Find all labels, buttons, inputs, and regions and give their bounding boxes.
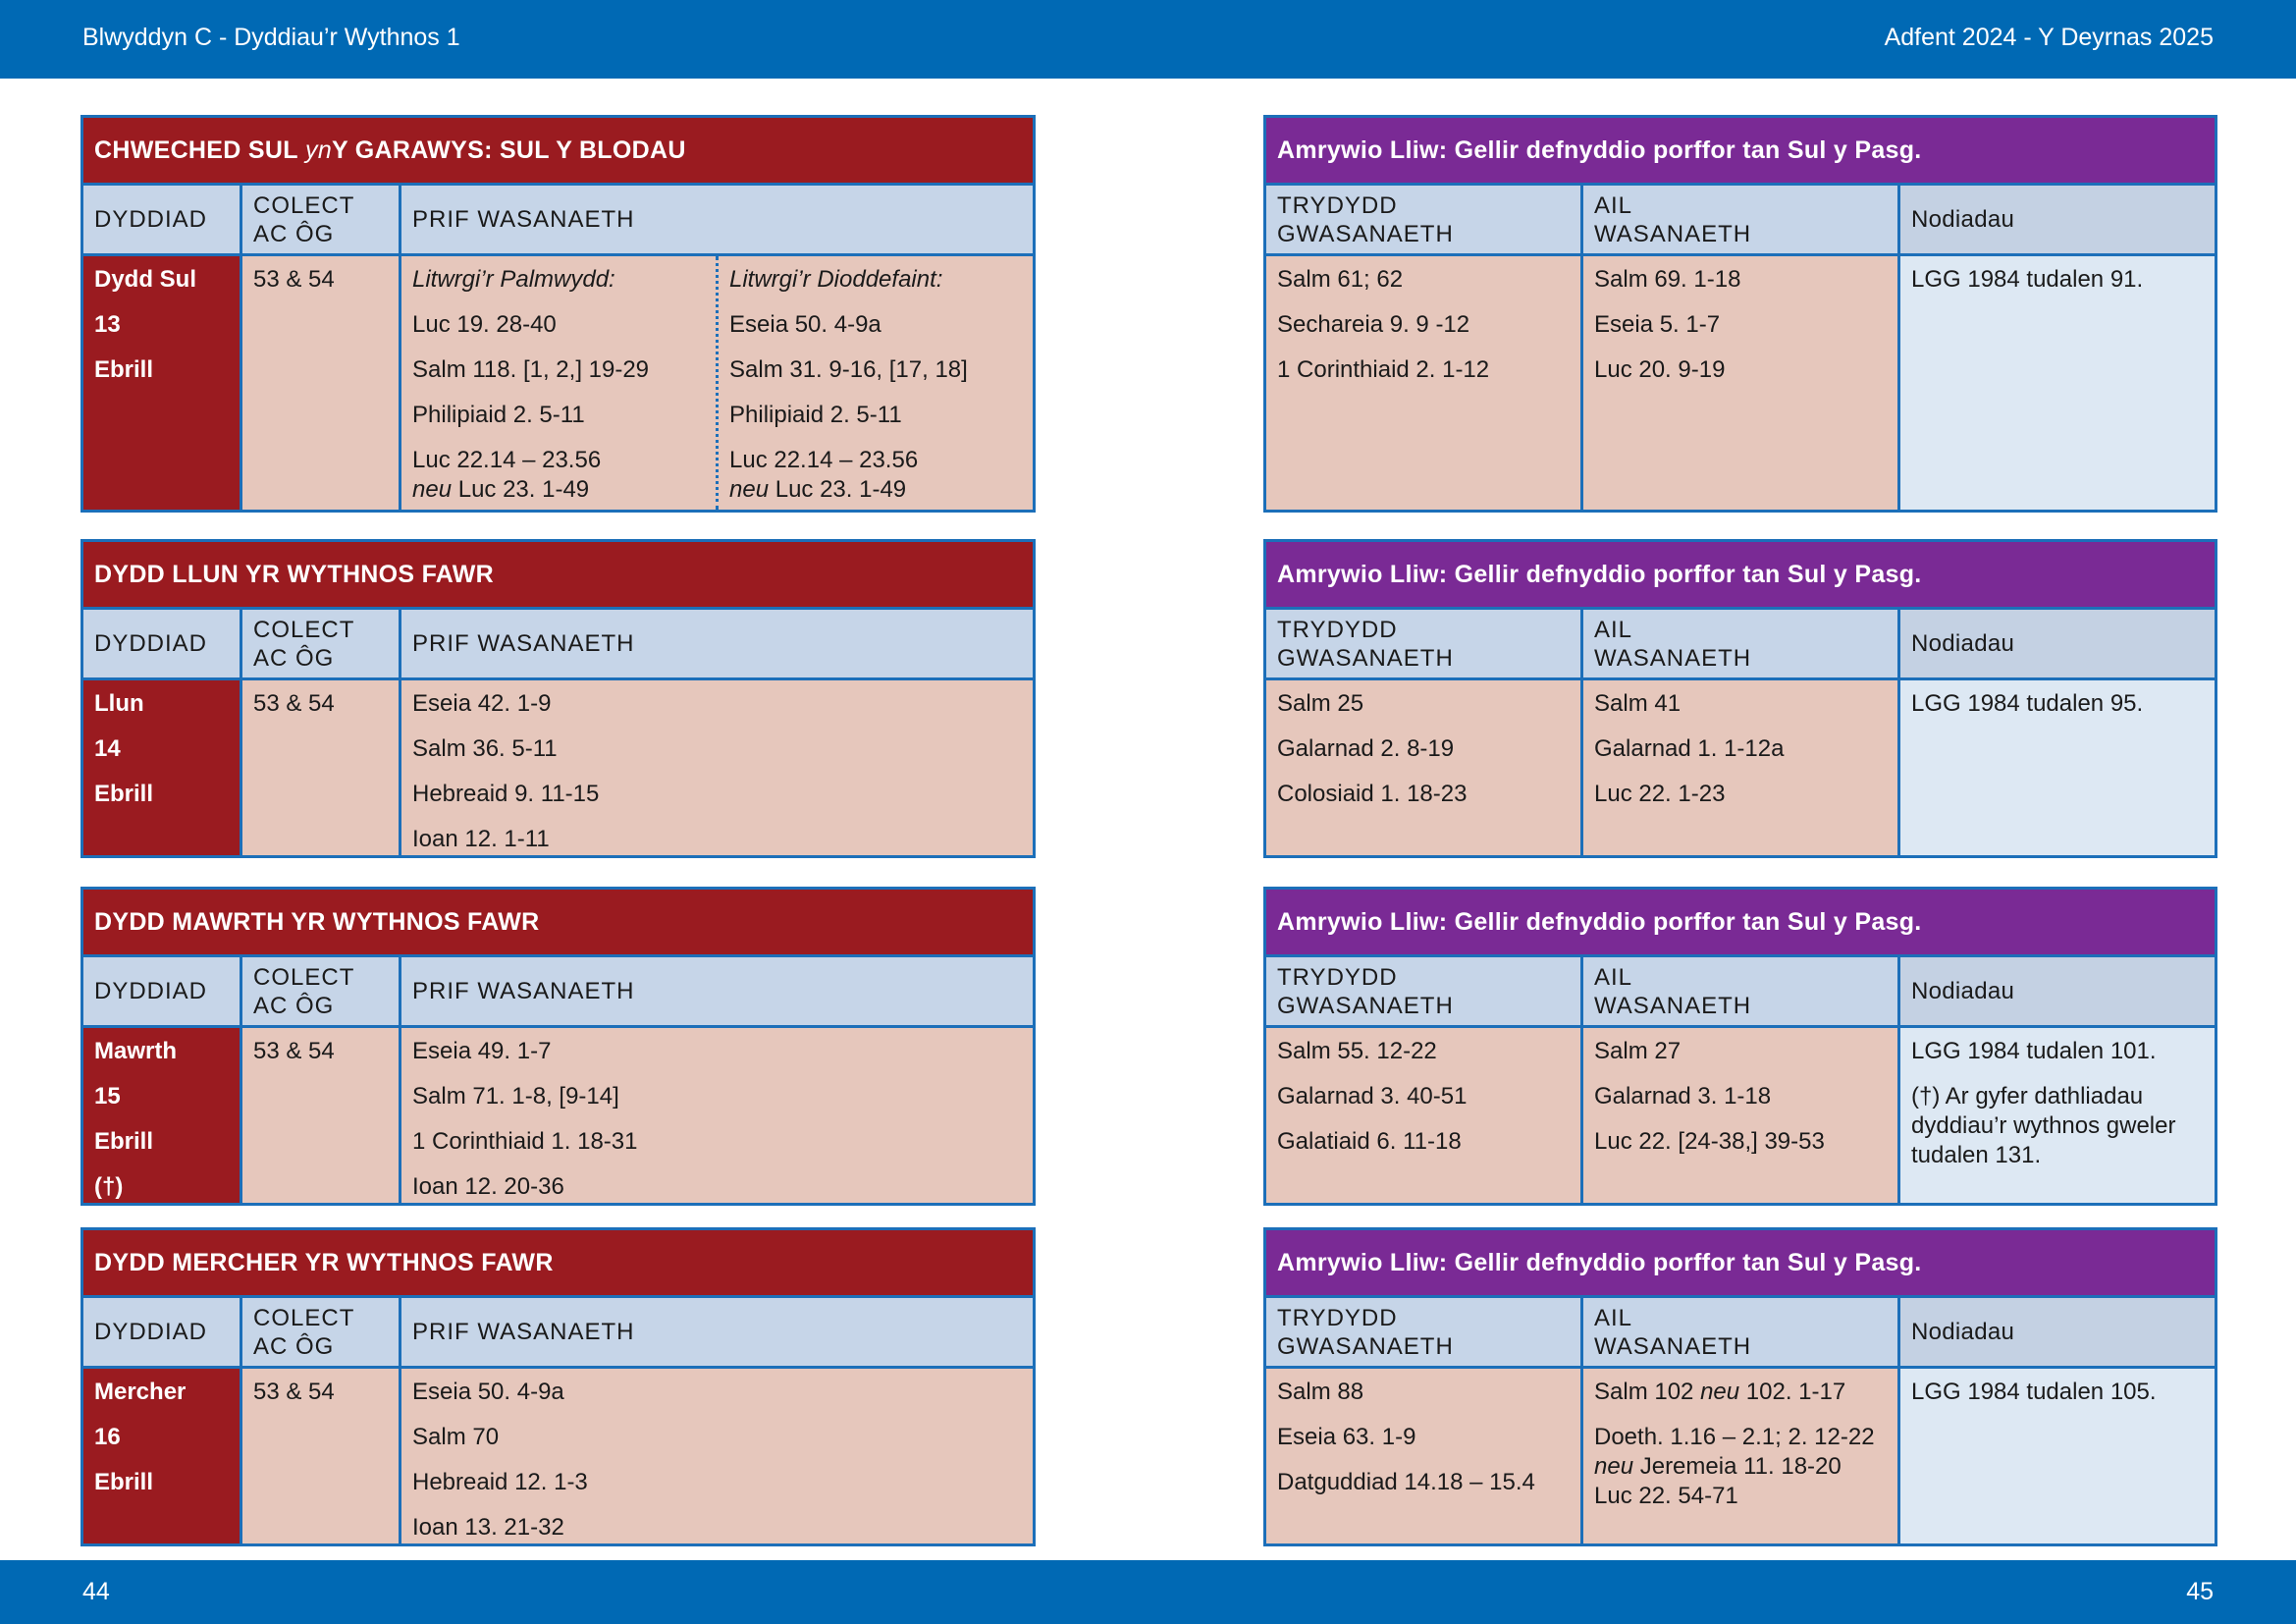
col-colect (242, 1298, 401, 1366)
header-left-title: Blwyddyn C - Dyddiau’r Wythnos 1 (82, 24, 460, 51)
body-row (83, 256, 1033, 510)
colour-note: Amrywio Lliw: Gellir defnyddio porffor tan Sul y Pasg. (1266, 890, 2215, 957)
body-row (1266, 256, 2215, 510)
wednesday-secondary-table (1263, 1227, 2217, 1546)
reading: Salm 70 (412, 1424, 500, 1450)
col-nodiadau: Nodiadau (1900, 1298, 2215, 1366)
reading: Salm 61; 62 (1277, 266, 1404, 293)
col-dyddiad: DYDDIAD (83, 186, 242, 253)
reading: Salm 25 (1277, 690, 1364, 717)
col-dyddiad: DYDDIAD (83, 957, 242, 1025)
col-colect (242, 186, 401, 253)
page-number-right: 45 (2186, 1578, 2214, 1605)
reading-block (412, 446, 705, 505)
notes-cell: LGG 1984 tudalen 105. (1900, 1369, 2215, 1543)
neu-word: neu (729, 476, 770, 503)
passion-heading: Litwrgi’r Dioddefaint: (729, 266, 943, 293)
column-header-row (1266, 610, 2215, 680)
body-row (83, 680, 1033, 855)
reading: Ioan 13. 21-32 (412, 1514, 564, 1541)
reading: Salm 71. 1-8, [9-14] (412, 1083, 619, 1110)
wednesday-principal-table (80, 1227, 1036, 1546)
body-row (1266, 680, 2215, 855)
reading: Galarnad 1. 1-12a (1594, 735, 1785, 762)
title-part: CHWECHED SUL (94, 135, 298, 164)
col-colect-l1: COLECT (253, 963, 355, 991)
sunday-principal-table (80, 115, 1036, 513)
body-row (83, 1369, 1033, 1543)
date-cell (83, 1028, 242, 1203)
tuesday-principal-table (80, 887, 1036, 1206)
reading: Luc 22. [24-38,] 39-53 (1594, 1128, 1825, 1155)
reading: Doeth. 1.16 – 2.1; 2. 12-22 (1594, 1424, 1875, 1450)
col-prif: PRIF WASANAETH (412, 1319, 635, 1345)
neu-word: neu (1594, 1453, 1634, 1480)
collect-cell: 53 & 54 (242, 1028, 401, 1203)
reading: Salm 69. 1-18 (1594, 266, 1741, 293)
reading: Salm 27 (1594, 1038, 1682, 1064)
reading: Eseia 42. 1-9 (412, 690, 552, 717)
reading: Salm 88 (1277, 1379, 1364, 1405)
reading: Eseia 63. 1-9 (1277, 1424, 1416, 1450)
date-num: 15 (94, 1083, 121, 1110)
reading: Galarnad 3. 40-51 (1277, 1083, 1468, 1110)
col-ail-l2: WASANAETH (1594, 220, 1752, 247)
principal-service-cell (401, 680, 1033, 855)
reading: Galatiaid 6. 11-18 (1277, 1128, 1462, 1155)
col-prif: PRIF WASANAETH (412, 630, 635, 657)
reading: Luc 22. 1-23 (1594, 781, 1726, 807)
note-text: (†) Ar gyfer dathliadau dyddiau’r wythnos gweler tudalen 131. (1911, 1083, 2176, 1168)
reading: Luc 22.14 – 23.56 (729, 447, 919, 473)
third-service-cell (1266, 1028, 1583, 1203)
col-ail-l1: AIL (1594, 616, 1633, 643)
reading: Luc 22. 54-71 (1594, 1483, 1738, 1509)
third-service-cell (1266, 680, 1583, 855)
monday-secondary-table (1263, 539, 2217, 858)
col-dyddiad: DYDDIAD (83, 610, 242, 677)
reading: Salm 102 (1594, 1379, 1701, 1405)
page-number-left: 44 (82, 1578, 110, 1605)
third-service-cell (1266, 256, 1583, 510)
col-prif: PRIF WASANAETH (412, 978, 635, 1004)
notes-cell: LGG 1984 tudalen 91. (1900, 256, 2215, 510)
col-colect-l2: AC ÔG (253, 992, 335, 1019)
principal-service-cell (401, 1369, 1033, 1543)
title-part: Y GARAWYS: SUL Y BLODAU (332, 135, 686, 164)
reading: Eseia 50. 4-9a (729, 311, 881, 338)
reading: Philipiaid 2. 5-11 (412, 402, 585, 428)
neu-word: neu (1700, 1379, 1740, 1405)
col-trydydd (1266, 186, 1583, 253)
tuesday-title: DYDD MAWRTH YR WYTHNOS FAWR (83, 890, 1033, 957)
date-cell (83, 680, 242, 855)
reading: Eseia 49. 1-7 (412, 1038, 552, 1064)
column-header-row (83, 957, 1033, 1028)
reading: Ioan 12. 1-11 (412, 826, 550, 852)
col-colect-l2: AC ÔG (253, 1332, 335, 1360)
date-day: Dydd Sul (94, 266, 197, 293)
wednesday-title: DYDD MERCHER YR WYTHNOS FAWR (83, 1230, 1033, 1298)
col-ail-l1: AIL (1594, 191, 1633, 219)
reading: Salm 41 (1594, 690, 1682, 717)
col-nodiadau: Nodiadau (1900, 957, 2215, 1025)
reading-block (729, 446, 1022, 505)
reading: 102. 1-17 (1739, 1379, 1846, 1405)
col-colect-l1: COLECT (253, 616, 355, 643)
body-row (1266, 1369, 2215, 1543)
monday-principal-table (80, 539, 1036, 858)
column-header-row (1266, 186, 2215, 256)
col-trydydd-l1: TRYDYDD (1277, 963, 1398, 991)
date-month: Ebrill (94, 1469, 154, 1495)
col-ail-l1: AIL (1594, 1304, 1633, 1331)
date-day: Mawrth (94, 1038, 177, 1064)
col-colect-l2: AC ÔG (253, 220, 335, 247)
col-trydydd-l2: GWASANAETH (1277, 220, 1454, 247)
note-text: LGG 1984 tudalen 101. (1911, 1038, 2157, 1064)
date-num: 14 (94, 735, 121, 762)
col-trydydd-l2: GWASANAETH (1277, 1332, 1454, 1360)
col-ail (1583, 957, 1900, 1025)
page-footer-bar (0, 1560, 2296, 1624)
col-prif: PRIF WASANAETH (412, 206, 635, 233)
col-ail (1583, 186, 1900, 253)
tuesday-secondary-table (1263, 887, 2217, 1206)
palm-heading: Litwrgi’r Palmwydd: (412, 266, 615, 293)
reading: Luc 19. 28-40 (412, 311, 557, 338)
collect-cell: 53 & 54 (242, 1369, 401, 1543)
col-ail-l2: WASANAETH (1594, 992, 1752, 1019)
col-colect-l2: AC ÔG (253, 644, 335, 672)
col-ail-l2: WASANAETH (1594, 644, 1752, 672)
neu-word: neu (412, 476, 453, 503)
col-colect-l1: COLECT (253, 191, 355, 219)
column-header-row (1266, 957, 2215, 1028)
third-service-cell (1266, 1369, 1583, 1543)
reading: Hebreaid 9. 11-15 (412, 781, 600, 807)
reading: Salm 118. [1, 2,] 19-29 (412, 356, 650, 383)
colour-note: Amrywio Lliw: Gellir defnyddio porffor tan Sul y Pasg. (1266, 118, 2215, 186)
monday-title: DYDD LLUN YR WYTHNOS FAWR (83, 542, 1033, 610)
second-service-cell (1583, 1369, 1900, 1543)
col-ail-l2: WASANAETH (1594, 1332, 1752, 1360)
reading: Hebreaid 12. 1-3 (412, 1469, 588, 1495)
col-ail (1583, 610, 1900, 677)
col-nodiadau: Nodiadau (1900, 610, 2215, 677)
reading: Colosiaid 1. 18-23 (1277, 781, 1468, 807)
reading-block (1594, 1423, 1887, 1482)
reading: Galarnad 2. 8-19 (1277, 735, 1455, 762)
reading: Salm 36. 5-11 (412, 735, 558, 762)
col-trydydd-l1: TRYDYDD (1277, 616, 1398, 643)
col-colect (242, 610, 401, 677)
reading: Eseia 5. 1-7 (1594, 311, 1721, 338)
date-month: Ebrill (94, 1128, 154, 1155)
sunday-secondary-table (1263, 115, 2217, 513)
column-header-row (83, 186, 1033, 256)
col-colect (242, 957, 401, 1025)
notes-cell: LGG 1984 tudalen 95. (1900, 680, 2215, 855)
date-month: Ebrill (94, 356, 154, 383)
reading: Luc 23. 1-49 (452, 476, 590, 503)
col-nodiadau: Nodiadau (1900, 186, 2215, 253)
date-num: 16 (94, 1424, 121, 1450)
page-header-bar (0, 0, 2296, 79)
reading: Galarnad 3. 1-18 (1594, 1083, 1772, 1110)
reading-block (1594, 1378, 1887, 1423)
date-day: Mercher (94, 1379, 187, 1405)
col-trydydd (1266, 957, 1583, 1025)
col-colect-l1: COLECT (253, 1304, 355, 1331)
col-trydydd-l1: TRYDYDD (1277, 1304, 1398, 1331)
date-cell (83, 1369, 242, 1543)
date-num: 13 (94, 311, 121, 338)
reading: Luc 22.14 – 23.56 (412, 447, 602, 473)
title-italic: yn (305, 135, 333, 164)
passion-liturgy-cell (719, 256, 1033, 510)
colour-note: Amrywio Lliw: Gellir defnyddio porffor tan Sul y Pasg. (1266, 1230, 2215, 1298)
second-service-cell (1583, 1028, 1900, 1203)
body-row (83, 1028, 1033, 1203)
dagger-mark: (†) (94, 1173, 124, 1200)
col-dyddiad: DYDDIAD (83, 1298, 242, 1366)
col-ail-l1: AIL (1594, 963, 1633, 991)
header-right-title: Adfent 2024 - Y Deyrnas 2025 (1884, 24, 2214, 51)
column-header-row (83, 1298, 1033, 1369)
principal-service-cell (401, 1028, 1033, 1203)
sunday-title (83, 118, 1033, 186)
reading: 1 Corinthiaid 2. 1-12 (1277, 356, 1490, 383)
col-trydydd-l2: GWASANAETH (1277, 644, 1454, 672)
reading: Luc 20. 9-19 (1594, 356, 1726, 383)
body-row (1266, 1028, 2215, 1203)
palm-liturgy-cell (401, 256, 719, 510)
reading: Datguddiad 14.18 – 15.4 (1277, 1469, 1535, 1495)
date-month: Ebrill (94, 781, 154, 807)
reading: Philipiaid 2. 5-11 (729, 402, 902, 428)
second-service-cell (1583, 680, 1900, 855)
notes-cell (1900, 1028, 2215, 1203)
col-trydydd (1266, 1298, 1583, 1366)
col-ail (1583, 1298, 1900, 1366)
collect-cell: 53 & 54 (242, 680, 401, 855)
column-header-row (83, 610, 1033, 680)
reading: Ioan 12. 20-36 (412, 1173, 564, 1200)
reading: Salm 31. 9-16, [17, 18] (729, 356, 968, 383)
reading: Salm 55. 12-22 (1277, 1038, 1437, 1064)
second-service-cell (1583, 256, 1900, 510)
reading: Eseia 50. 4-9a (412, 1379, 564, 1405)
col-trydydd-l2: GWASANAETH (1277, 992, 1454, 1019)
reading: 1 Corinthiaid 1. 18-31 (412, 1128, 638, 1155)
column-header-row (1266, 1298, 2215, 1369)
reading: Jeremeia 11. 18-20 (1633, 1453, 1842, 1480)
colour-note: Amrywio Lliw: Gellir defnyddio porffor tan Sul y Pasg. (1266, 542, 2215, 610)
date-day: Llun (94, 690, 144, 717)
date-cell (83, 256, 242, 510)
reading: Luc 23. 1-49 (769, 476, 907, 503)
col-trydydd-l1: TRYDYDD (1277, 191, 1398, 219)
col-trydydd (1266, 610, 1583, 677)
collect-cell: 53 & 54 (242, 256, 401, 510)
reading: Sechareia 9. 9 -12 (1277, 311, 1470, 338)
